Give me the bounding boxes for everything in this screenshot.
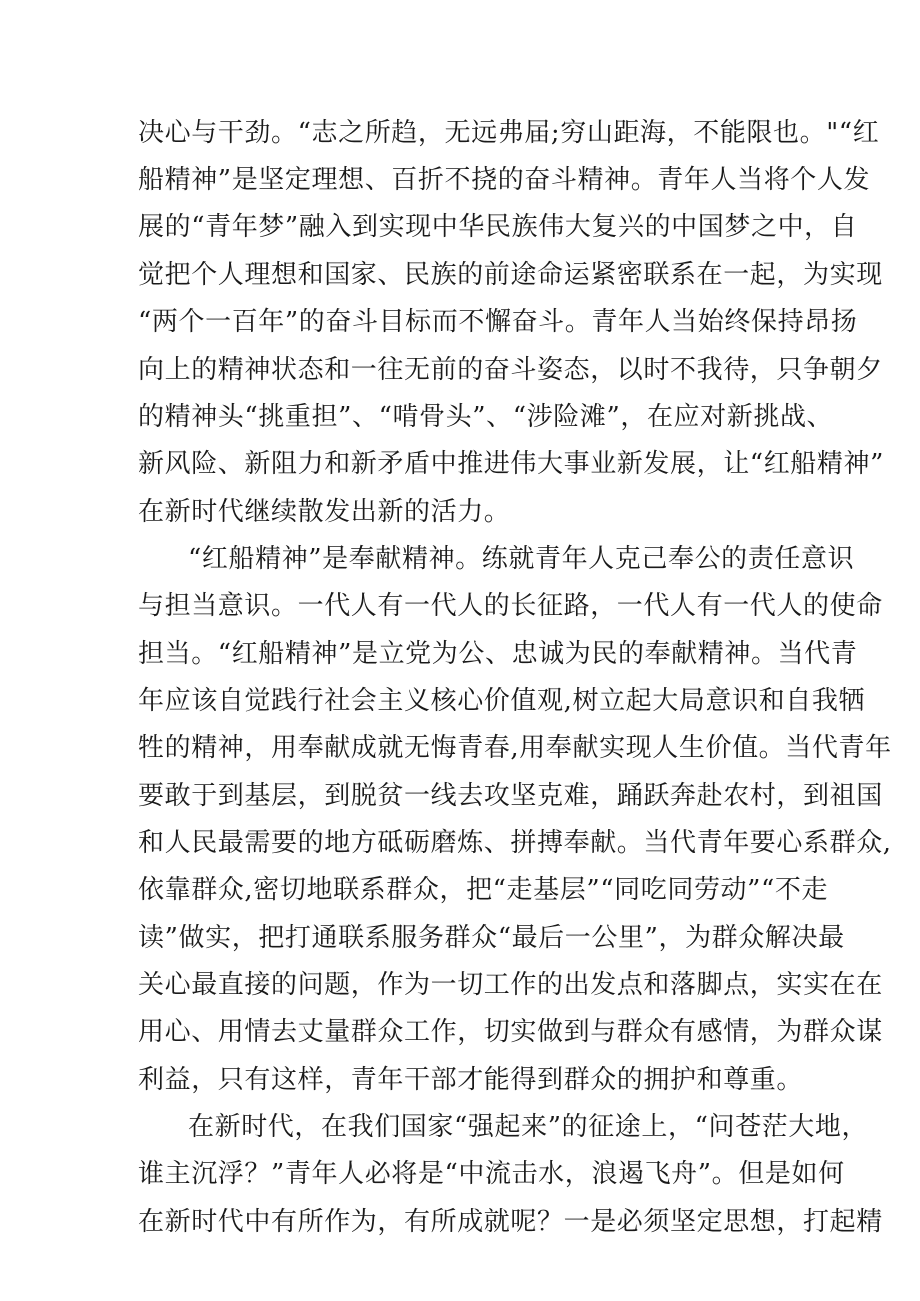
text-line: 的精神头“挑重担”、“啃骨头”、“涉险滩”，在应对新挑战、 — [138, 402, 834, 432]
text-line: 关心最直接的问题，作为一切工作的出发点和落脚点，实实在在 — [138, 970, 883, 1000]
text-line: 年应该自觉践行社会主义核心价值观,树立起大局意识和自我牺 — [138, 686, 866, 716]
text-line: 牲的精神，用奉献成就无悔青春,用奉献实现人生价值。当代青年 — [138, 733, 892, 763]
text-line: 在新时代继续散发出新的活力。 — [138, 497, 511, 527]
text-line: 决心与干劲。“志之所趋，无远弗届;穷山距海，不能限也。"“红 — [138, 118, 880, 148]
text-line: 和人民最需要的地方砥砺磨炼、拼搏奉献。当代青年要心系群众, — [138, 828, 892, 858]
text-line: 谁主沉浮？”青年人必将是“中流击水，浪遏飞舟”。但是如何 — [138, 1159, 845, 1189]
text-line: 展的“青年梦”融入到实现中华民族伟大复兴的中国梦之中，自 — [138, 212, 858, 242]
text-line: 向上的精神状态和一往无前的奋斗姿态，以时不我待，只争朝夕 — [138, 355, 883, 385]
text-line: 要敢于到基层，到脱贫一线去攻坚克难，踊跃奔赴农村，到祖国 — [138, 781, 883, 811]
text-line: 新风险、新阻力和新矛盾中推进伟大事业新发展，让“红船精神” — [138, 449, 884, 479]
text-line: 担当。“红船精神”是立党为公、忠诚为民的奉献精神。当代青 — [138, 639, 858, 669]
text-line: 在新时代中有所作为，有所成就呢？一是必须坚定思想，打起精 — [138, 1207, 883, 1237]
text-line: 觉把个人理想和国家、民族的前途命运紧密联系在一起，为实现 — [138, 260, 883, 290]
text-line: 用心、用情去丈量群众工作，切实做到与群众有感情，为群众谋 — [138, 1017, 883, 1047]
text-line: 与担当意识。一代人有一代人的长征路，一代人有一代人的使命 — [138, 591, 883, 621]
text-line: 船精神”是坚定理想、百折不挠的奋斗精神。青年人当将个人发 — [138, 165, 871, 195]
text-line: 利益，只有这样，青年干部才能得到群众的拥护和尊重。 — [138, 1065, 804, 1095]
text-line: 读”做实，把打通联系服务群众“最后一公里”，为群众解决最 — [138, 923, 845, 953]
paragraph-start-line: “红船精神”是奉献精神。练就青年人克己奉公的责任意识 — [188, 544, 855, 574]
text-line: “两个一百年”的奋斗目标而不懈奋斗。青年人当始终保持昂扬 — [138, 307, 858, 337]
text-line: 依靠群众,密切地联系群众，把“走基层”“同吃同劳动”“不走 — [138, 875, 829, 905]
paragraph-start-line: 在新时代，在我们国家“强起来”的征途上，“问苍茫大地， — [188, 1112, 869, 1142]
